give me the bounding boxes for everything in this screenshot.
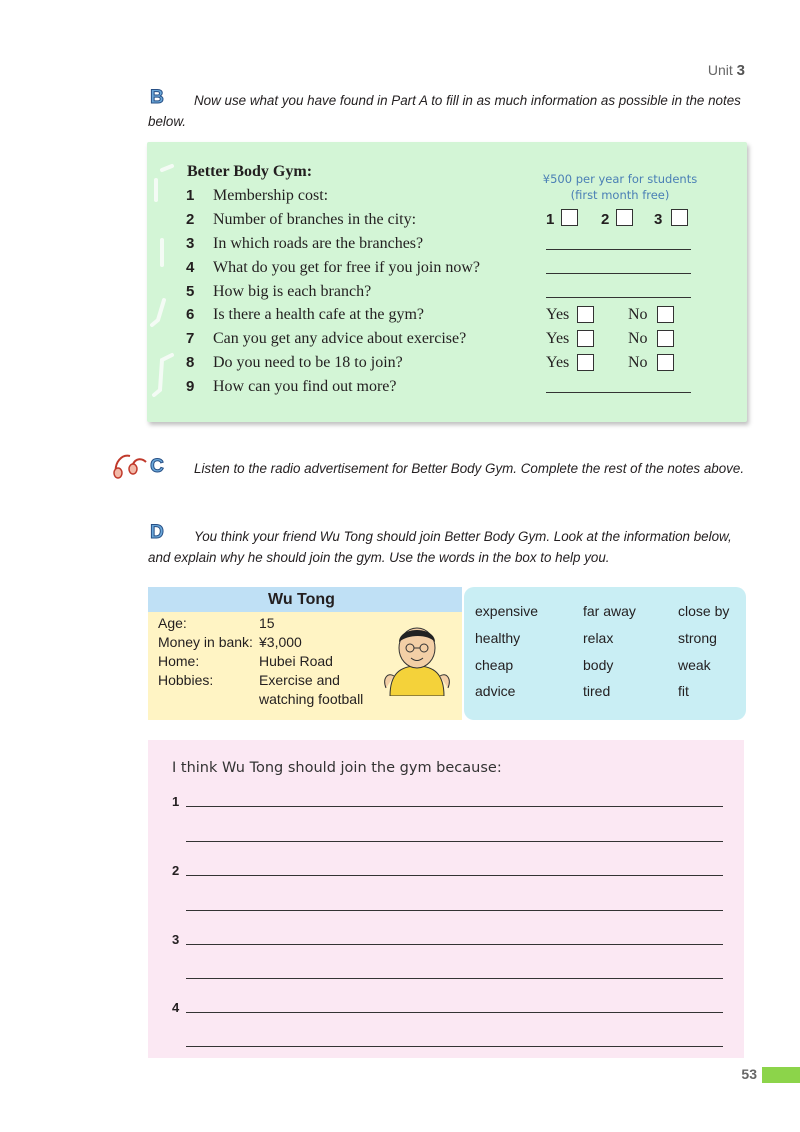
writing-line[interactable]	[186, 806, 723, 807]
question-text: Is there a health cafe at the gym?	[213, 306, 424, 323]
q6-no-checkbox[interactable]	[657, 306, 674, 323]
word-item: body	[583, 657, 614, 673]
question-row: 1	[186, 187, 195, 204]
word-item: tired	[583, 683, 611, 699]
part-d-letter: D	[150, 522, 164, 543]
answer-intro: I think Wu Tong should join the gym because:	[172, 760, 502, 776]
word-item: strong	[678, 630, 717, 646]
answer-line-q4[interactable]	[546, 273, 691, 274]
question-text: What do you get for free if you join now?	[213, 259, 481, 276]
question-row: 3	[186, 235, 195, 252]
answer-line-q9[interactable]	[546, 392, 691, 393]
word-item: advice	[475, 683, 516, 699]
branch-option-label: 2	[601, 211, 610, 228]
writing-line[interactable]	[186, 978, 723, 979]
word-item: fit	[678, 683, 689, 699]
word-item: close by	[678, 603, 730, 619]
q7-no-checkbox[interactable]	[657, 330, 674, 347]
writing-line[interactable]	[186, 875, 723, 876]
question-text: How big is each branch?	[213, 283, 372, 300]
part-d-instruction: You think your friend Wu Tong should join Better Body Gym. Look at the information below, and explain why he should join the gym. Use the words in the box to help you.	[148, 529, 732, 565]
word-item: weak	[678, 657, 711, 673]
no-label: No	[628, 354, 648, 371]
question-row: 4	[186, 259, 195, 276]
branch-checkbox-2[interactable]	[616, 209, 633, 226]
question-row: 7	[186, 330, 195, 347]
part-c-letter: C	[150, 456, 164, 477]
question-row: 5	[186, 283, 195, 300]
question-text: In which roads are the branches?	[213, 235, 424, 252]
writing-line[interactable]	[186, 841, 723, 842]
profile-name: Wu Tong	[268, 591, 335, 608]
word-item: expensive	[475, 603, 539, 619]
branch-option-label: 1	[546, 211, 555, 228]
q7-yes-checkbox[interactable]	[577, 330, 594, 347]
word-item: healthy	[475, 630, 521, 646]
unit-number: 3	[736, 62, 745, 79]
q8-yes-checkbox[interactable]	[577, 354, 594, 371]
writing-line[interactable]	[186, 910, 723, 911]
answer-number: 3	[172, 932, 180, 947]
question-text: Can you get any advice about exercise?	[213, 330, 467, 347]
headphones-icon	[112, 452, 148, 480]
unit-label: Unit 3	[707, 62, 745, 79]
q6-yes-checkbox[interactable]	[577, 306, 594, 323]
question-row: 8	[186, 354, 195, 371]
word-item: cheap	[475, 657, 514, 673]
writing-line[interactable]	[186, 1012, 723, 1013]
binder-rings-icon	[150, 160, 176, 410]
answer-number: 1	[172, 794, 180, 809]
page-tab	[762, 1067, 800, 1083]
question-text: How can you find out more?	[213, 378, 397, 395]
answer-number: 4	[172, 1000, 180, 1015]
notes-title: Better Body Gym:	[187, 163, 313, 180]
writing-line[interactable]	[186, 944, 723, 945]
part-b-instruction: Now use what you have found in Part A to fill in as much information as possible in the notes below.	[148, 93, 741, 129]
branch-checkbox-3[interactable]	[671, 209, 688, 226]
question-row: 6	[186, 306, 195, 323]
question-text: Number of branches in the city:	[213, 211, 417, 228]
wu-tong-avatar	[382, 618, 452, 696]
question-row: 9	[186, 378, 195, 395]
profile-labels: Age: Money in bank: Home: Hobbies:	[158, 615, 253, 688]
no-label: No	[628, 330, 648, 347]
question-text: Membership cost:	[213, 187, 329, 204]
answer-area	[148, 740, 744, 1058]
answer-line-q5[interactable]	[546, 297, 691, 298]
writing-line[interactable]	[186, 1046, 723, 1047]
yes-label: Yes	[546, 330, 570, 347]
yes-label: Yes	[546, 306, 570, 323]
word-item: far away	[583, 603, 636, 619]
branch-checkbox-1[interactable]	[561, 209, 578, 226]
answer-number: 2	[172, 863, 180, 878]
yes-label: Yes	[546, 354, 570, 371]
page-number: 53	[741, 1066, 757, 1082]
profile-values: 15 ¥3,000 Hubei Road Exercise and watching football	[259, 615, 364, 707]
branch-option-label: 3	[654, 211, 663, 228]
no-label: No	[628, 306, 648, 323]
word-item: relax	[583, 630, 614, 646]
part-c-instruction: Listen to the radio advertisement for Better Body Gym. Complete the rest of the notes above.	[194, 461, 745, 476]
question-text: Do you need to be 18 to join?	[213, 354, 403, 371]
question-row: 2	[186, 211, 195, 228]
handwritten-answer-1: ¥500 per year for students (first month free)	[542, 172, 698, 202]
answer-line-q3[interactable]	[546, 249, 691, 250]
part-b-letter: B	[150, 87, 164, 108]
q8-no-checkbox[interactable]	[657, 354, 674, 371]
